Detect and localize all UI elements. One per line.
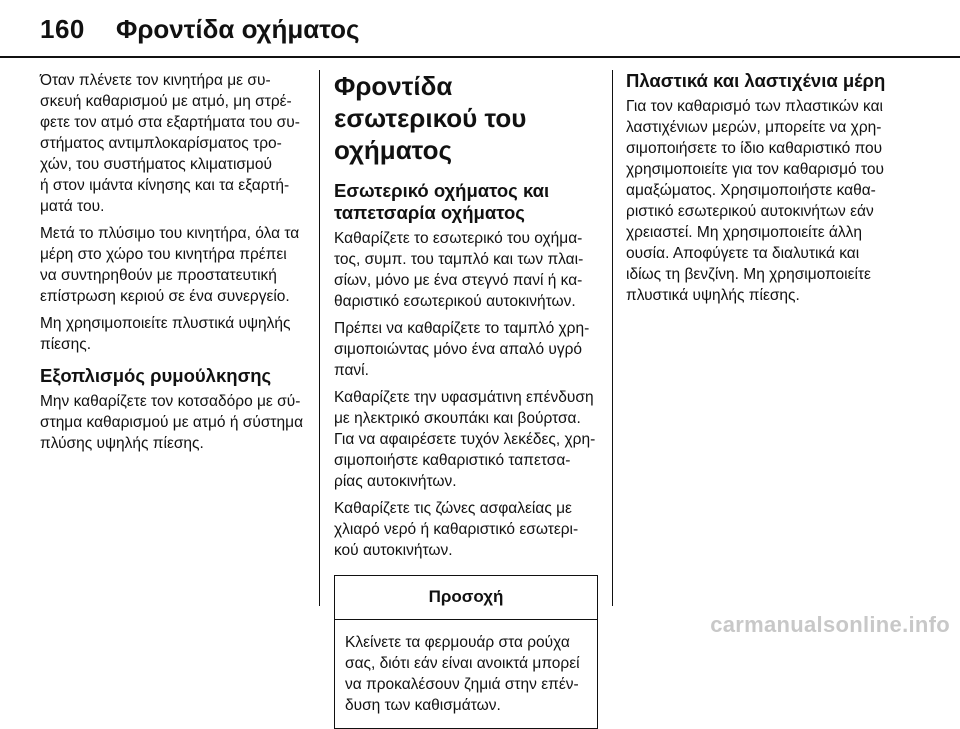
engine-wash-paragraph: Όταν πλένετε τον κινητήρα με συ- σκευή καθαρισμού με ατμό, μη στρέ- φετε τον ατμό στα εξαρτήματα του συ- στήματος αντιμπλοκαρίσματος τρο- χών, του συστήματος κλιματισμού ή στον ιμάντα κίνησης και τα εξαρτή- ματά του. bbox=[40, 72, 300, 215]
caution-body: Κλείνετε τα φερμουάρ στα ρούχα σας, διότι εάν είναι ανοικτά μπορεί να προκαλέσουν ζημιά στην επέν- δυση των καθισμάτων. bbox=[345, 634, 580, 714]
column-left bbox=[40, 70, 310, 460]
page-title: Φροντίδα οχήματος bbox=[116, 14, 360, 44]
column-middle bbox=[334, 70, 602, 729]
page-header bbox=[0, 0, 960, 56]
caution-box bbox=[334, 575, 598, 729]
plastic-rubber-heading: Πλαστικά και λαστιχένια μέρη bbox=[626, 70, 886, 91]
engine-wax-paragraph: Μετά το πλύσιμο του κινητήρα, όλα τα μέρη στο χώρο του κινητήρα πρέπει να συντηρηθούν με προστατευτική επίστρωση κεριού σε ένα συνεργείο. bbox=[40, 225, 300, 305]
towing-equipment-paragraph: Μην καθαρίζετε τον κοτσαδόρο με σύ- στημα καθαρισμού με ατμό ή σύστημα πλύσης υψηλής πίεσης. bbox=[40, 393, 304, 452]
column-right bbox=[626, 70, 906, 312]
interior-upholstery-heading: Εσωτερικό οχήματος και ταπετσαρία οχήματος bbox=[334, 180, 550, 223]
caution-title: Προσοχή bbox=[335, 576, 597, 620]
upholstery-paragraph: Καθαρίζετε την υφασμάτινη επένδυση με ηλεκτρικό σκουπάκι και βούρτσα. Για να αφαιρέσετε τυχόν λεκέδες, χρη- σιμοποιήστε καθαριστικό ταπετσα- ρίας αυτοκινήτων. bbox=[334, 389, 596, 490]
interior-care-heading: Φροντίδα εσωτερικού του οχήματος bbox=[334, 71, 527, 165]
watermark: carmanualsonline.info bbox=[710, 612, 950, 637]
column-divider-2 bbox=[612, 70, 613, 606]
column-divider-1 bbox=[319, 70, 320, 606]
towing-equipment-heading: Εξοπλισμός ρυμούλκησης bbox=[40, 365, 272, 386]
interior-clean-paragraph: Καθαρίζετε το εσωτερικό του οχήμα- τος, συμπ. του ταμπλό και των πλαι- σίων, μόνο με ένα στεγνό πανί ή κα- θαριστικό εσωτερικού αυτοκινήτων. bbox=[334, 230, 584, 310]
plastic-rubber-paragraph: Για τον καθαρισμό των πλαστικών και λαστιχένιων μερών, μπορείτε να χρη- σιμοποιήσετε το ίδιο καθαριστικό που χρησιμοποιείτε για τον καθαρισμό του αμαξώματος. Χρησιμοποιήστε καθα- ριστικό εσωτερικού αυτοκινήτων εάν χρειαστεί. Μη χρησιμοποιείτε άλλη ουσία. Αποφύγετε τα διαλυτικά και ιδίως τη βενζίνη. Μη χρησιμοποιείτε πλυστικά υψηλής πίεσης. bbox=[626, 98, 884, 304]
high-pressure-paragraph: Μη χρησιμοποιείτε πλυστικά υψηλής πίεσης. bbox=[40, 315, 291, 353]
header-divider bbox=[0, 56, 960, 58]
dashboard-paragraph: Πρέπει να καθαρίζετε το ταμπλό χρη- σιμοποιώντας μόνο ένα απαλό υγρό πανί. bbox=[334, 320, 590, 379]
seatbelt-paragraph: Καθαρίζετε τις ζώνες ασφαλείας με χλιαρό νερό ή καθαριστικό εσωτερι- κού αυτοκινήτων. bbox=[334, 500, 579, 559]
page-number: 160 bbox=[40, 14, 85, 44]
